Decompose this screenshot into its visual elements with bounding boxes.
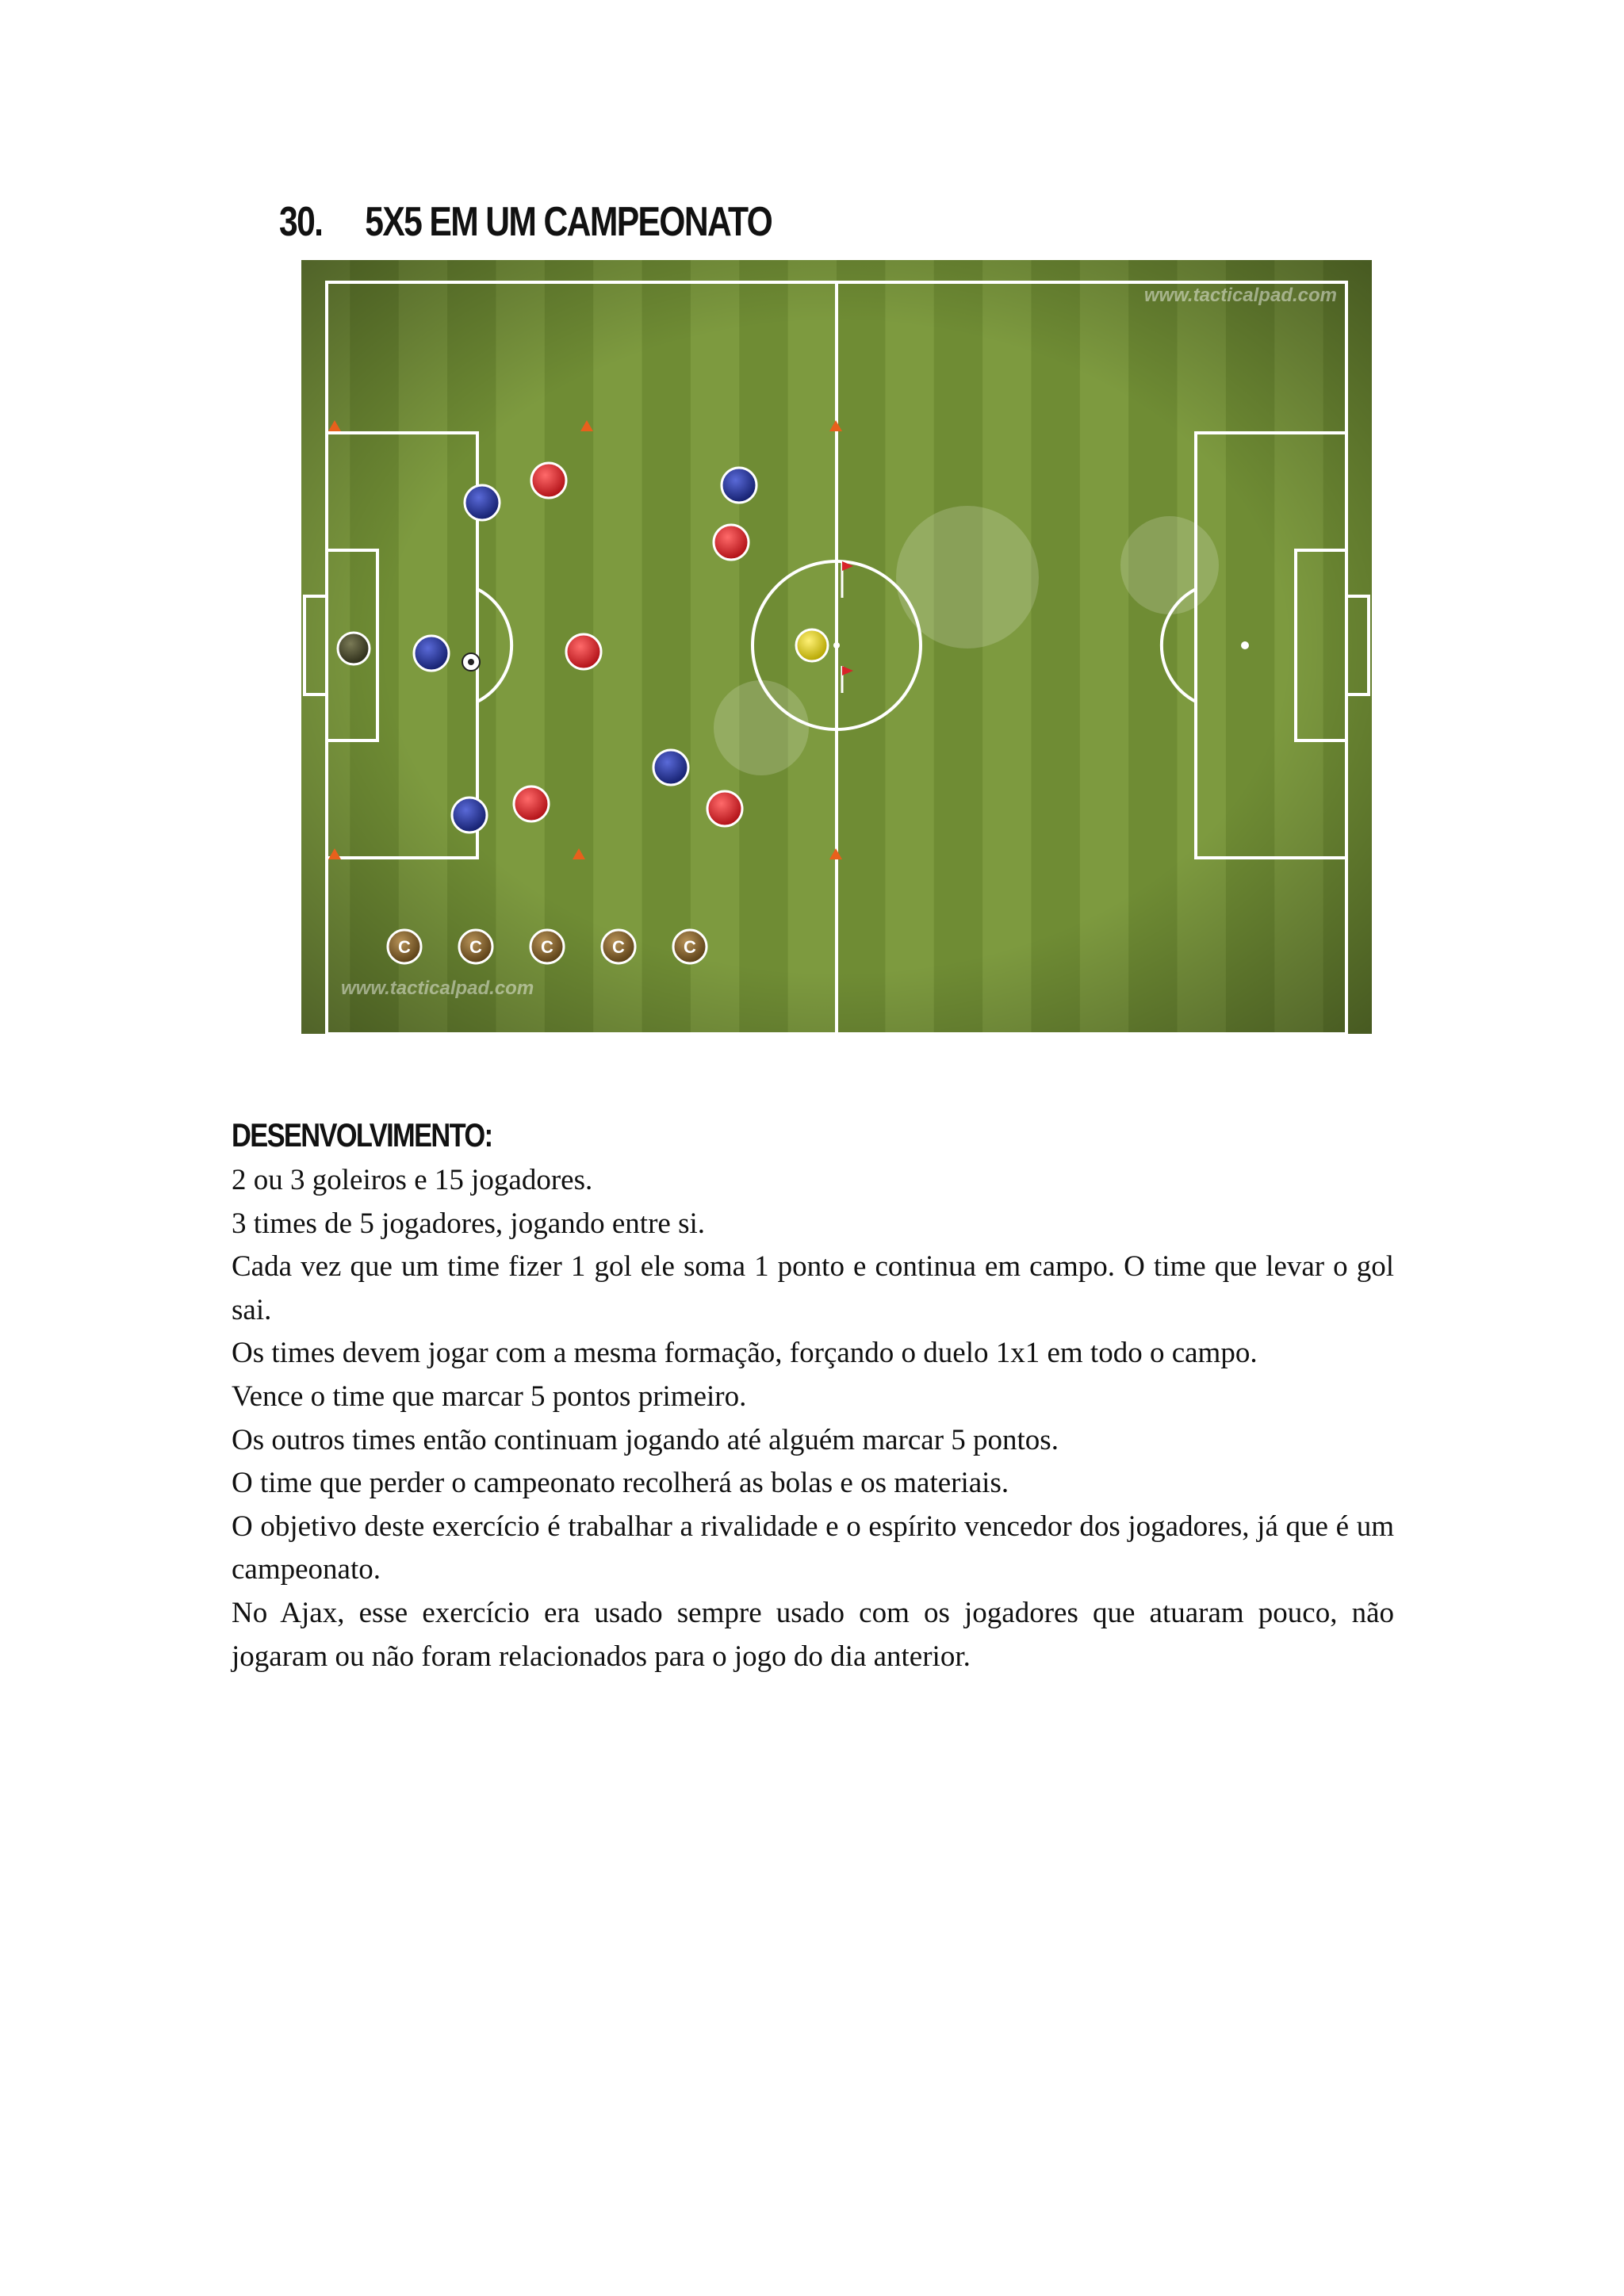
reserve-label: C — [469, 937, 482, 957]
paragraph: O objetivo deste exercício é trabalhar a rivalidade e o espírito vencedor dos jogadores, já que é um campeonato. — [232, 1510, 1394, 1586]
player-red — [714, 525, 749, 560]
player-yellow — [796, 629, 828, 661]
ball — [462, 653, 480, 671]
player-red — [514, 786, 549, 821]
paragraph: Os times devem jogar com a mesma formação, forçando o duelo 1x1 em todo o campo. — [232, 1337, 1258, 1370]
pitch-svg — [301, 260, 1372, 1034]
player-red — [707, 791, 742, 826]
player-red — [566, 634, 601, 669]
reserve-player — [673, 930, 707, 963]
reserve-label: C — [612, 937, 625, 957]
reserve-player — [530, 930, 564, 963]
paragraph: 2 ou 3 goleiros e 15 jogadores. — [232, 1164, 593, 1196]
title-text: 5X5 EM UM CAMPEONATO — [365, 199, 772, 245]
watermark-bottom: www.tacticalpad.com — [341, 978, 534, 999]
reserve-player — [388, 930, 421, 963]
player-goalkeeper — [338, 633, 370, 664]
paragraph: O time que perder o campeonato recolherá as bolas e os materiais. — [232, 1467, 1009, 1500]
player-blue — [465, 485, 500, 520]
reserve-label: C — [684, 937, 696, 957]
description-body — [232, 1159, 1394, 1678]
paragraph: 3 times de 5 jogadores, jogando entre si. — [232, 1207, 706, 1240]
paragraph: Cada vez que um time fizer 1 gol ele soma 1 ponto e continua em campo. O time que levar o gol sai. — [232, 1250, 1394, 1326]
right-penalty-spot — [1241, 641, 1249, 649]
player-blue — [452, 798, 487, 832]
reserve-player — [602, 930, 635, 963]
paragraph: Vence o time que marcar 5 pontos primeiro. — [232, 1380, 747, 1413]
reserve-player — [459, 930, 492, 963]
title-number: 30. — [279, 199, 323, 245]
team-yellow — [796, 629, 828, 661]
watermark-top: www.tacticalpad.com — [1143, 285, 1337, 306]
player-blue — [722, 468, 756, 503]
paragraph: Os outros times então continuam jogando até alguém marcar 5 pontos. — [232, 1423, 1059, 1456]
centre-spot — [833, 642, 840, 649]
player-red — [531, 463, 566, 498]
section-heading: DESENVOLVIMENTO: — [232, 1116, 492, 1154]
goalkeeper — [338, 633, 370, 664]
paragraph: No Ajax, esse exercício era usado sempre usado com os jogadores que atuaram pouco, não jogaram ou não foram relacionados para o jogo do dia anterior. — [232, 1596, 1394, 1673]
player-blue — [653, 750, 688, 785]
tactical-diagram — [301, 260, 1372, 1034]
page-title — [279, 198, 772, 246]
player-blue — [414, 636, 449, 671]
reserve-label: C — [541, 937, 553, 957]
reserve-label: C — [398, 937, 411, 957]
